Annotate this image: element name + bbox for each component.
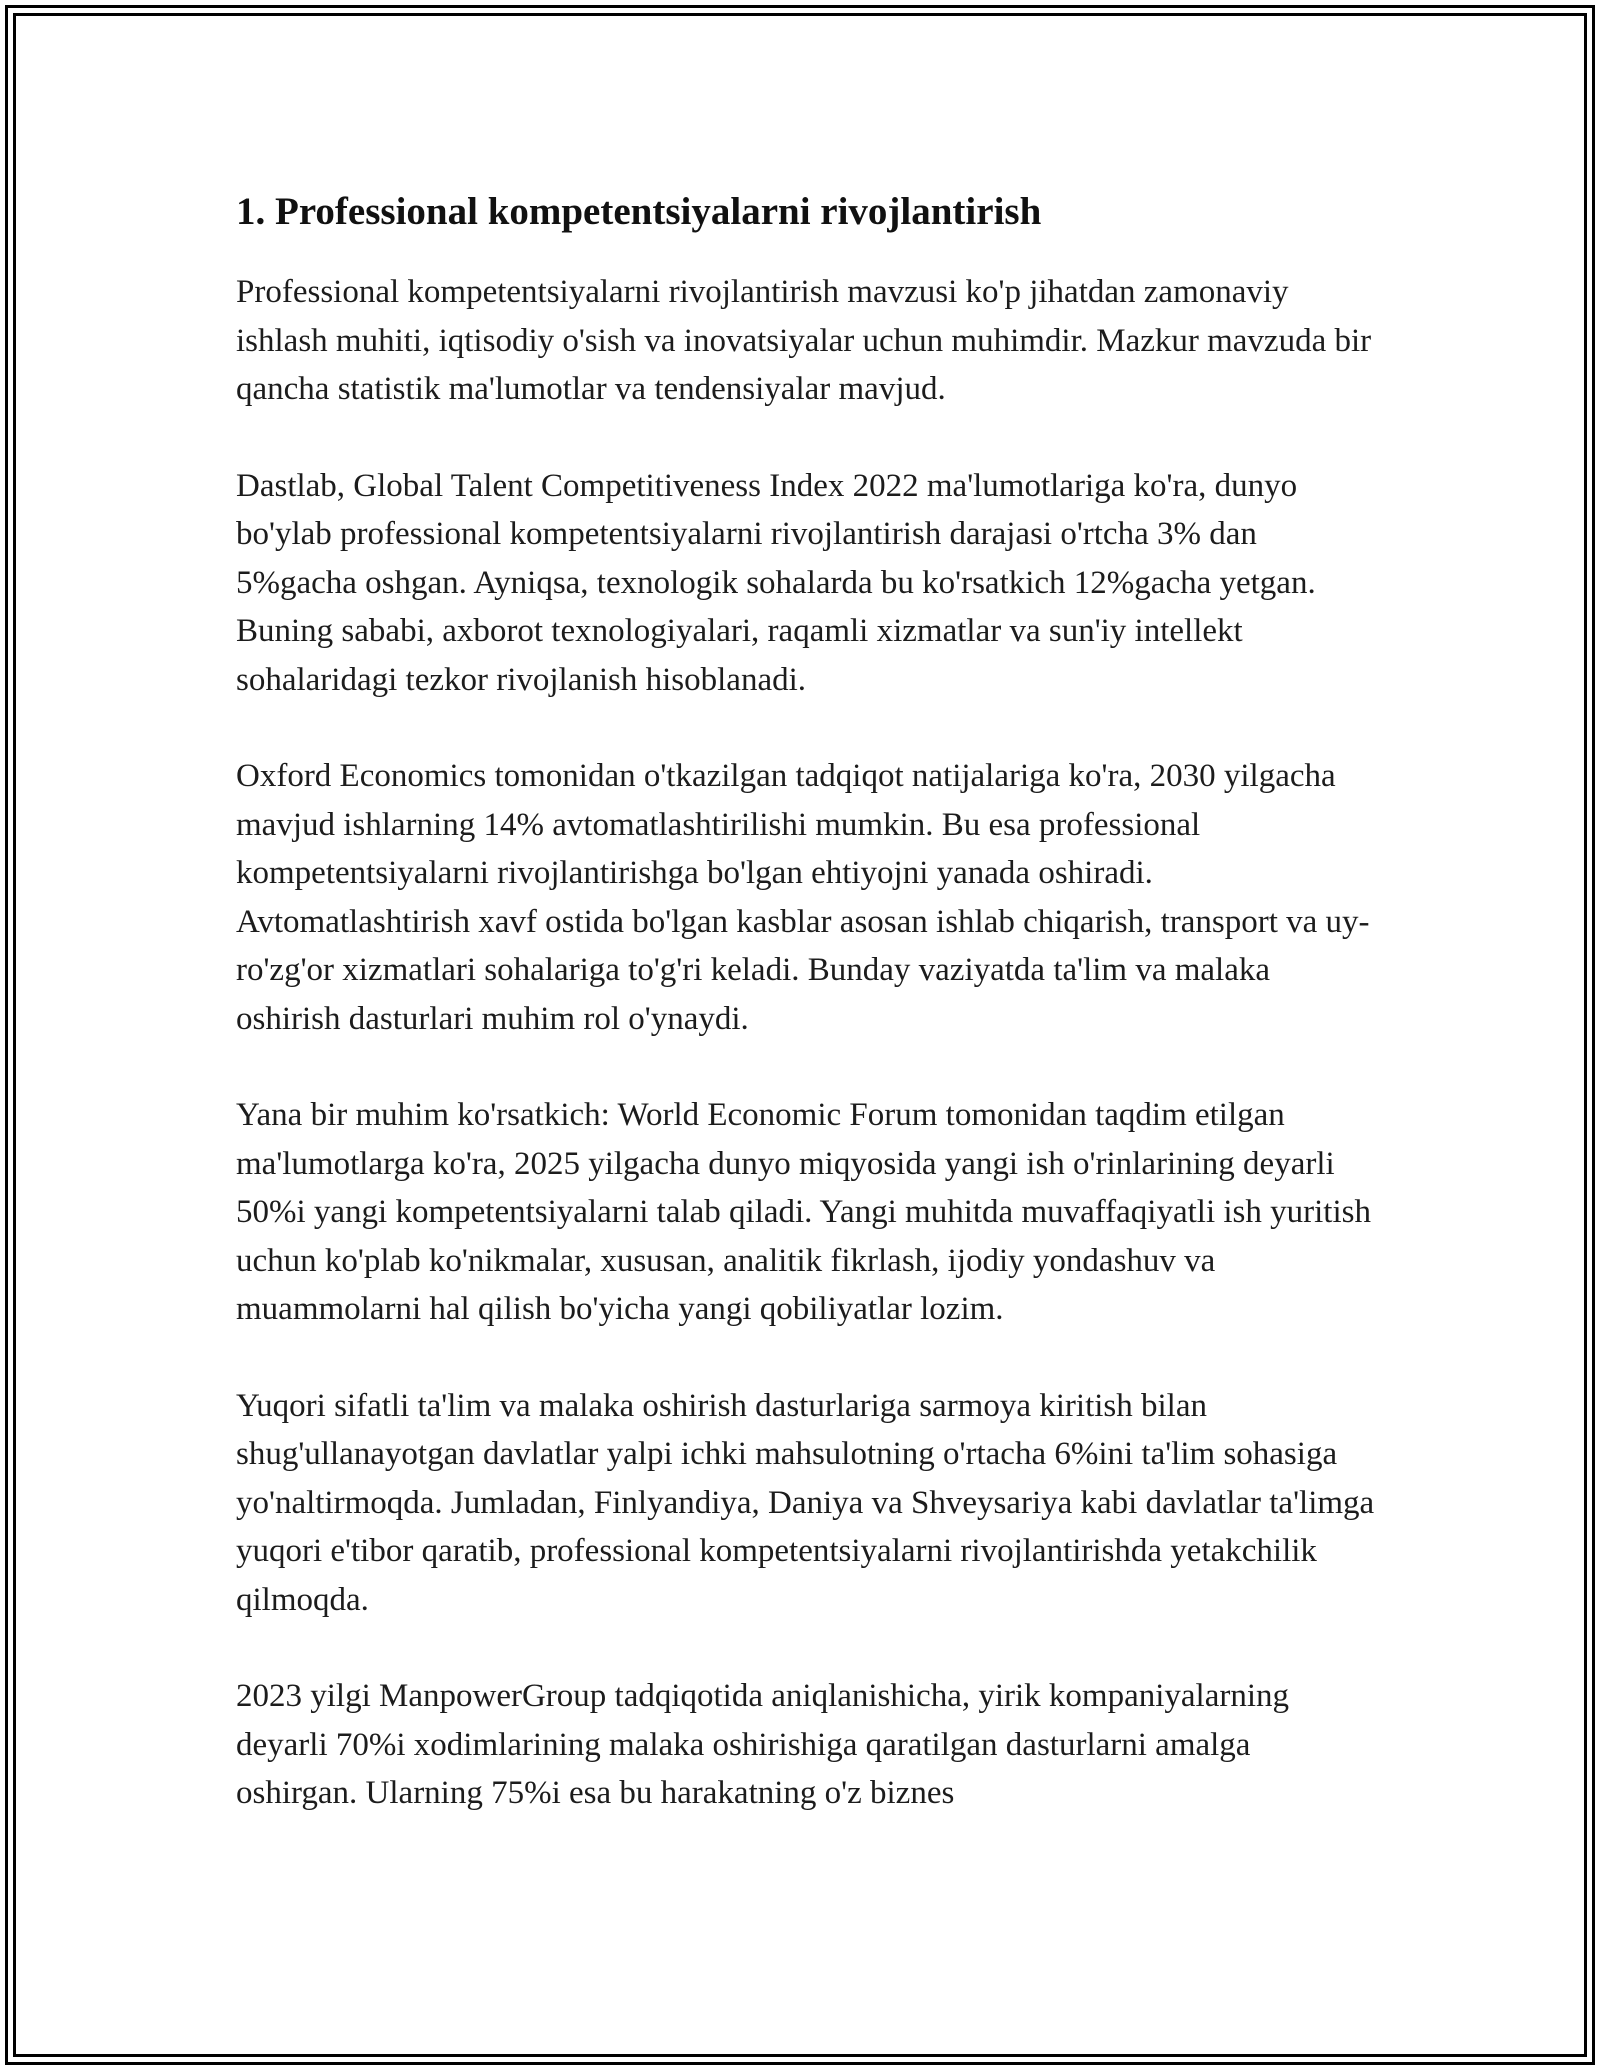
- paragraph-wef: Yana bir muhim ko'rsatkich: World Economic Forum tomonidan taqdim etilgan ma'lumotlarga ko'ra, 2025 yilgacha dunyo miqyosida yangi ish o'rinlarining deyarli 50%i yangi kompetentsiyalarni talab qiladi. Yangi muhitda muvaffaqiyatli ish yuritish uchun ko'plab ko'nikmalar, xususan, analitik fikrlash, ijodiy yondashuv va muammolarni hal qilish bo'yicha yangi qobiliyatlar lozim.: [236, 1097, 1371, 1327]
- section-heading: 1. Professional kompetentsiyalarni rivojlantirish: [236, 190, 1042, 233]
- paragraph-education-investment: Yuqori sifatli ta'lim va malaka oshirish dasturlariga sarmoya kiritish bilan shug'ullanayotgan davlatlar yalpi ichki mahsulotning o'rtacha 6%ini ta'lim sohasiga yo'naltirmoqda. Jumladan, Finlyandiya, Daniya va Shveysariya kabi davlatlar ta'limga yuqori e'tibor qaratib, professional kompetentsiyalarni rivojlantirishda yetakchilik qilmoqda.: [236, 1387, 1375, 1618]
- paragraph-intro: Professional kompetentsiyalarni rivojlantirish mavzusi ko'p jihatdan zamonaviy ishlash muhiti, iqtisodiy o'sish va inovatsiyalar uchun muhimdir. Mazkur mavzuda bir qancha statistik ma'lumotlar va tendensiyalar mavjud.: [236, 274, 1372, 407]
- paragraph-oxford-economics: Oxford Economics tomonidan o'tkazilgan tadqiqot natijalariga ko'ra, 2030 yilgacha mavjud ishlarning 14% avtomatlashtirilishi mumkin. Bu esa professional kompetentsiyalarni rivojlantirishga bo'lgan ehtiyojni yanada oshiradi. Avtomatlashtirish xavf ostida bo'lgan kasblar asosan ishlab chiqarish, transport va uy-ro'zg'or xizmatlari sohalariga to'g'ri keladi. Bunday vaziyatda ta'lim va malaka oshirish dasturlari muhim rol o'ynaydi.: [236, 758, 1370, 1037]
- document-body: [236, 186, 1376, 1818]
- paragraph-gtci: Dastlab, Global Talent Competitiveness Index 2022 ma'lumotlariga ko'ra, dunyo bo'ylab professional kompetentsiyalarni rivojlantirish darajasi o'rtcha 3% dan 5%gacha oshgan. Ayniqsa, texnologik sohalarda bu ko'rsatkich 12%gacha yetgan. Buning sababi, axborot texnologiyalari, raqamli xizmatlar va sun'iy intellekt sohalaridagi tezkor rivojlanish hisoblanadi.: [236, 467, 1316, 698]
- paragraph-manpowergroup: 2023 yilgi ManpowerGroup tadqiqotida aniqlanishicha, yirik kompaniyalarning deyarli 70%i xodimlarining malaka oshirishiga qaratilgan dasturlarni amalga oshirgan. Ularning 75%i esa bu harakatning o'z biznes: [236, 1678, 1290, 1811]
